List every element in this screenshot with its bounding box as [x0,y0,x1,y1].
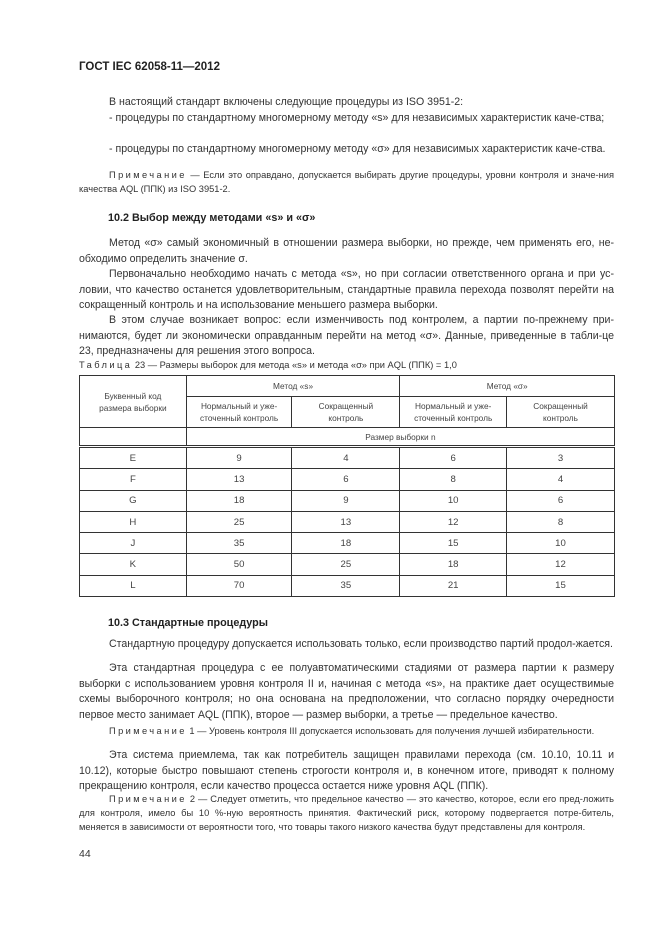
cell-s-reduced: 25 [292,554,400,575]
table-row [80,447,615,469]
cell-sigma-reduced: 6 [507,490,615,511]
note2-label: Примечание [109,794,187,804]
cell-s-reduced: 18 [292,533,400,554]
table-row [80,511,615,532]
cell-s-reduced: 4 [292,447,400,469]
cell-sigma-reduced: 15 [507,575,615,596]
cell-sigma-normal: 10 [400,490,507,511]
intro-p3-text: - процедуры по стандартному многомерному методу «σ» для независимых характеристик каче-ства. [109,143,606,155]
cell-sigma-reduced: 8 [507,511,615,532]
document-header: ГОСТ IEC 62058-11—2012 [79,61,220,73]
table-caption [79,360,457,370]
intro-p2-text: - процедуры по стандартному многомерному методу «s» для независимых характеристик каче-ства; [109,112,605,124]
section-10-3-paragraph-1 [79,637,614,653]
cell-s-normal: 25 [186,511,292,532]
intro-paragraph-3 [79,142,614,158]
cell-code: L [80,575,187,596]
header-method-sigma: Метод «σ» [400,376,615,397]
header-code-cell: Буквенный код размера выборки [80,376,187,428]
cell-sigma-reduced: 3 [507,447,615,469]
table-header-row-sample-size [80,428,615,447]
cell-code: K [80,554,187,575]
table-header-row-methods [80,376,615,397]
cell-s-normal: 9 [186,447,292,469]
cell-s-reduced: 13 [292,511,400,532]
page-number: 44 [79,848,91,860]
cell-code: E [80,447,187,469]
cell-code: G [80,490,187,511]
table-row [80,575,615,596]
intro-paragraph-1 [79,95,614,111]
s103-p3-text: Эта система приемлема, так как потребитель защищен правилами перехода (см. 10.10, 10.11 и 10.12), которые быстро повышают степень строгости контроля и, в конечном итоге, приводят к полному прекращению контроля, если качество процесса остается ниже уровня AQL (ППК). [79,749,614,793]
table-row [80,554,615,575]
section-10-2-paragraph-2 [79,267,614,314]
cell-code: J [80,533,187,554]
cell-sigma-reduced: 4 [507,469,615,490]
note1-text: 1 — Уровень контроля III допускается использовать для получения лучшей избирательности. [186,726,595,736]
header-sample-size: Размер выборки n [186,428,614,447]
table-caption-text: 23 — Размеры выборок для метода «s» и метода «σ» при AQL (ППК) = 1,0 [132,360,457,370]
cell-s-reduced: 9 [292,490,400,511]
table-row [80,533,615,554]
cell-sigma-normal: 6 [400,447,507,469]
cell-s-normal: 35 [186,533,292,554]
table-caption-label: Таблица [79,360,133,370]
cell-s-normal: 18 [186,490,292,511]
cell-sigma-reduced: 12 [507,554,615,575]
section-10-3-paragraph-2 [79,661,614,723]
table-row [80,469,615,490]
intro-p1-text: В настоящий стандарт включены следующие процедуры из ISO 3951-2: [109,96,464,108]
cell-code: H [80,511,187,532]
cell-s-reduced: 35 [292,575,400,596]
cell-code: F [80,469,187,490]
note-label: Примечание [109,170,187,180]
section-10-3-title: 10.3 Стандартные процедуры [108,617,268,629]
section-10-3-paragraph-3 [79,748,614,795]
intro-paragraph-2 [79,111,614,127]
cell-s-normal: 50 [186,554,292,575]
note2-text: 2 — Следует отметить, что предельное качество — это качество, которое, если его пред-ложить для контроля, имело бы 10 %-ную вероятность принятия. Фактический риск, которому подвергается потре-битель, меняется в зависимости от вероятности того, что товары такого низкого качества будут представлены для контроля. [79,794,614,832]
cell-s-normal: 70 [186,575,292,596]
header-sigma-normal: Нормальный и уже-сточенный контроль [400,397,507,428]
s102-p1-text: Метод «σ» самый экономичный в отношении размера выборки, но прежде, чем применять его, не-обходимо определить значение σ. [79,237,614,265]
table-row [80,490,615,511]
cell-sigma-normal: 15 [400,533,507,554]
header-sigma-reduced: Сокращенный контроль [507,397,615,428]
intro-note [79,168,614,196]
section-10-2-paragraph-1 [79,236,614,267]
section-10-2-paragraph-3 [79,313,614,360]
cell-sigma-reduced: 10 [507,533,615,554]
header-method-s: Метод «s» [186,376,400,397]
section-10-2-title: 10.2 Выбор между методами «s» и «σ» [108,212,316,224]
s103-p1-text: Стандартную процедуру допускается использовать только, если производство партий продол-жается. [109,638,613,650]
s103-p2-text: Эта стандартная процедура с ее полуавтоматическими стадиями от размера партии к размеру выборки с использованием уровня контроля II и, начиная с метода «s», на практике дает осуществимые схемы выборочного контроля; но она основана на предположении, что согласно порядку очередности первое место занимает AQL (ППК), второе — размер выборки, а третье — предельное качество. [79,662,614,721]
cell-sigma-normal: 21 [400,575,507,596]
note-text: — Если это оправдано, допускается выбирать другие процедуры, уровни контроля и значе-ния качества AQL (ППК) из ISO 3951-2. [79,170,614,194]
sample-size-table [79,375,615,597]
cell-sigma-normal: 8 [400,469,507,490]
cell-s-reduced: 6 [292,469,400,490]
header-s-normal: Нормальный и уже-сточенный контроль [186,397,292,428]
s102-p3-text: В этом случае возникает вопрос: если изменчивость под контролем, а партии по-прежнему при-нимаются, будет ли экономически оправданным перейти на метод «σ». Данные, приведенные в табли-це 23, предназначены для решения этого вопроса. [79,314,614,358]
header-s-reduced: Сокращенный контроль [292,397,400,428]
note1-label: Примечание [109,726,187,736]
s102-p2-text: Первоначально необходимо начать с метода «s», но при согласии ответственного органа и при ус-ловии, что качество останется удовлетворительным, стандартные правила перехода позволят перейти на сокращенный контроль и на использование меньшего размера выборки. [79,268,614,312]
section-10-3-note-2 [79,792,614,834]
cell-s-normal: 13 [186,469,292,490]
cell-sigma-normal: 18 [400,554,507,575]
header-empty-cell [80,428,187,447]
cell-sigma-normal: 12 [400,511,507,532]
section-10-3-note-1 [79,724,614,738]
